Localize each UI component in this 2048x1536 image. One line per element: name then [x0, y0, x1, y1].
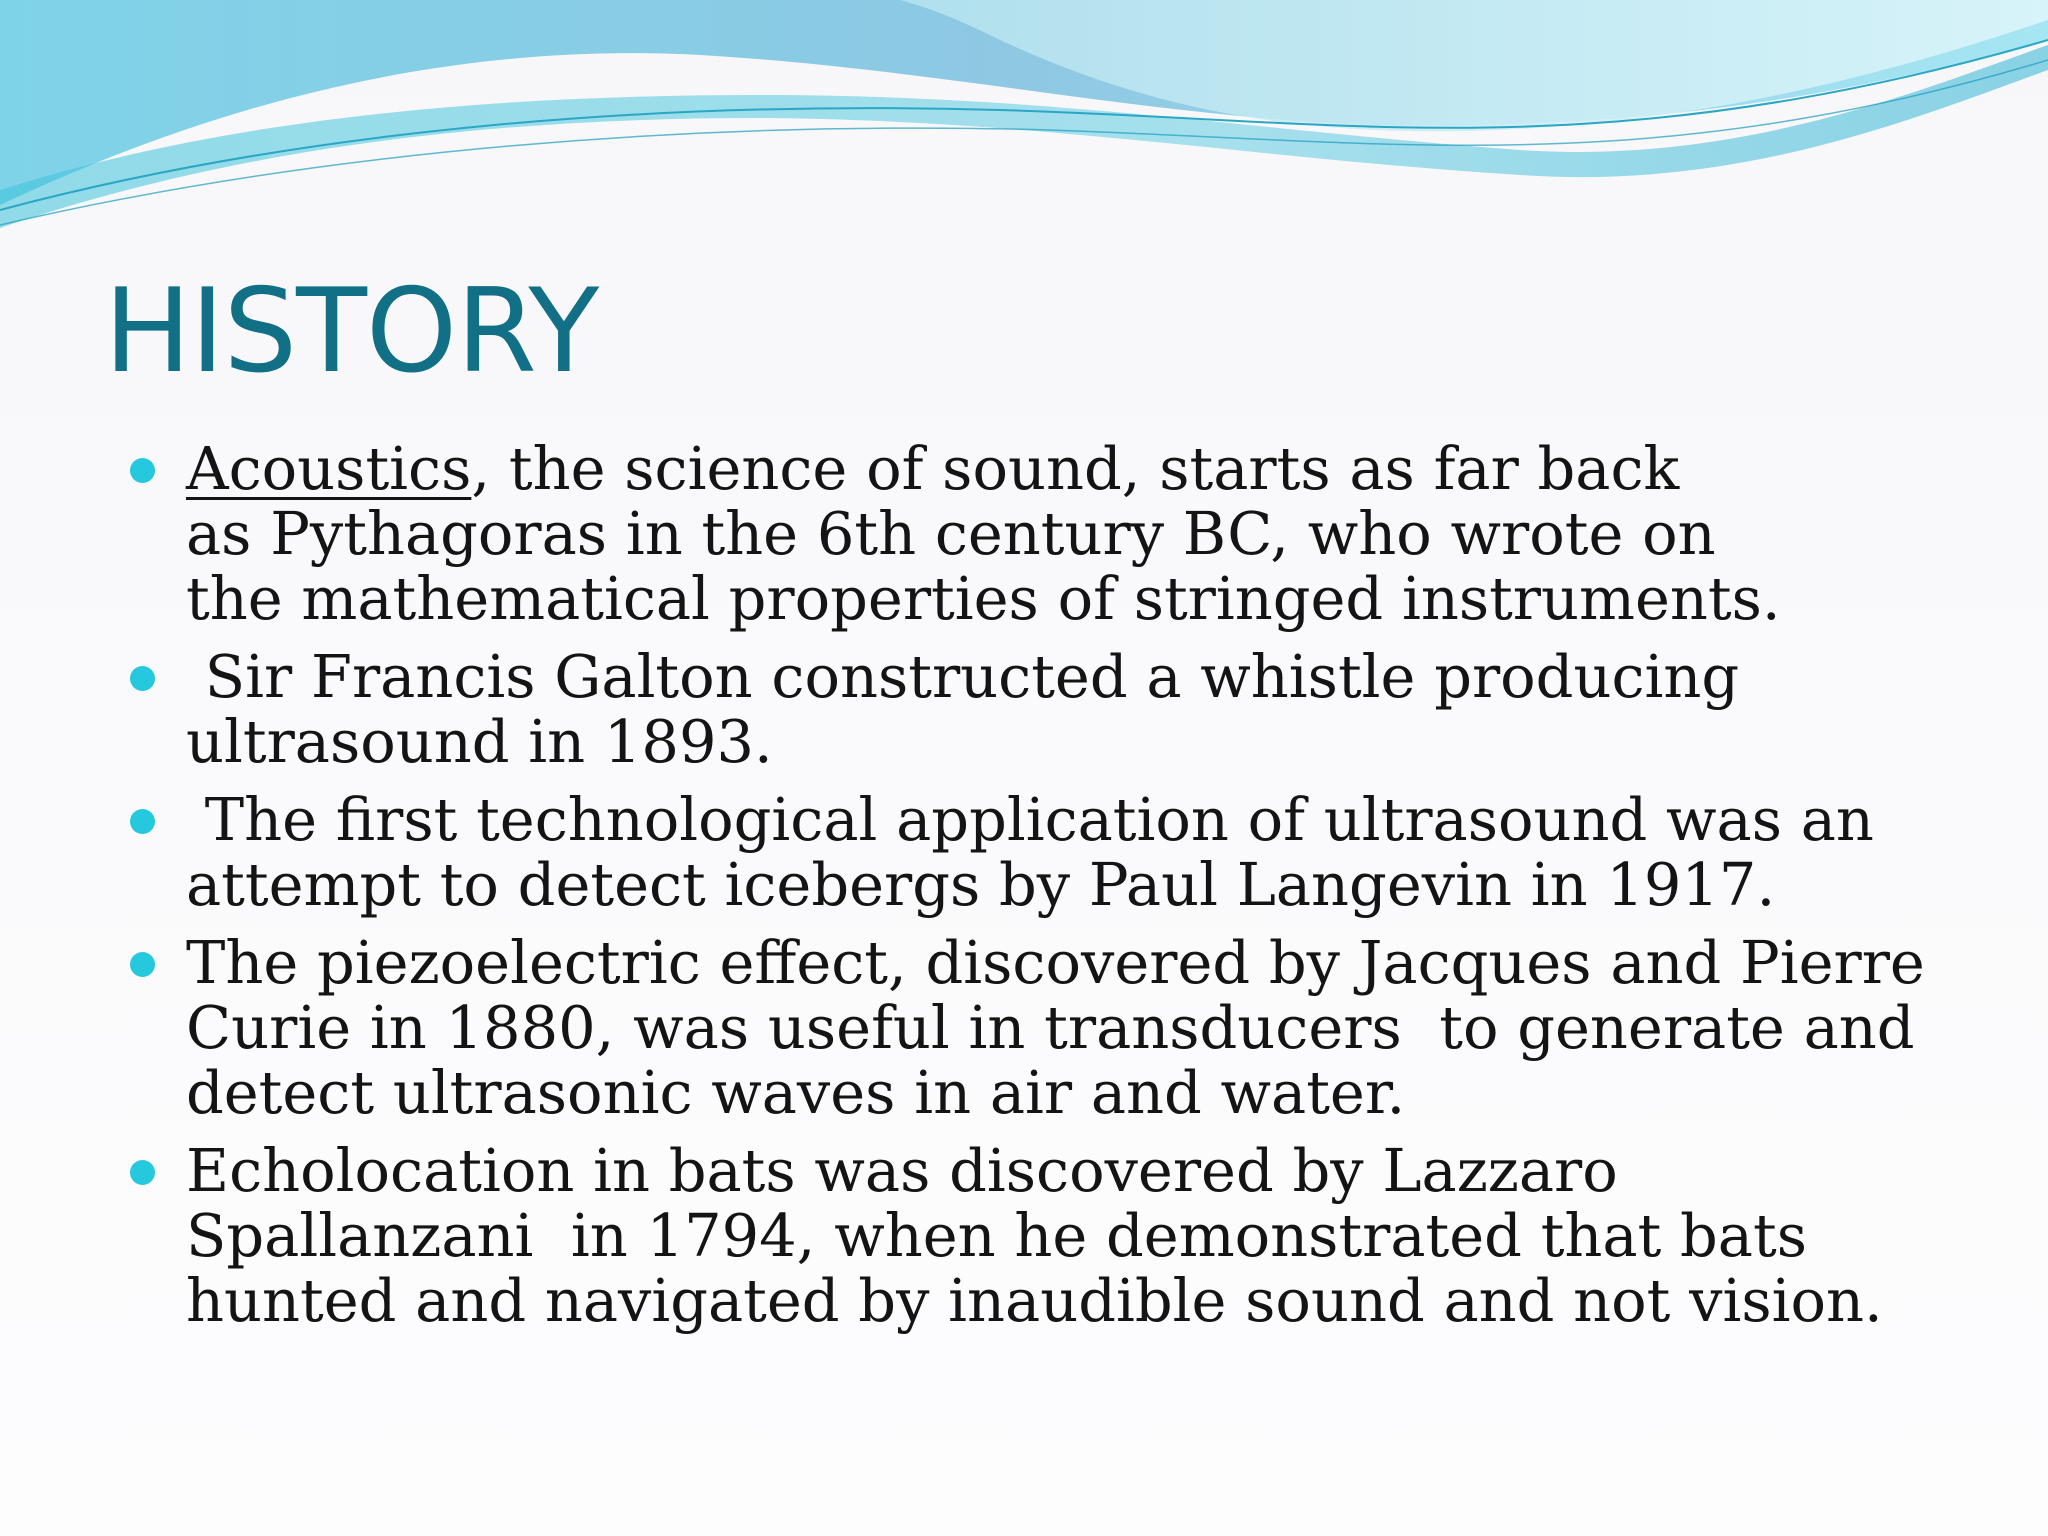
bullet-dot-icon: [130, 458, 155, 483]
bullet-line: as Pythagoras in the 6th century BC, who wrote on: [186, 499, 1716, 568]
bullet-dot-icon: [130, 952, 155, 977]
bullet-line: Echolocation in bats was discovered by Lazzaro: [186, 1136, 1618, 1205]
bullet-line: The first technological application of ultrasound was an: [186, 785, 1874, 854]
bullet-item-piezoelectric: [126, 930, 1946, 1125]
bullet-line: Acoustics, the science of sound, starts as far back: [186, 434, 1680, 503]
bullet-line: The piezoelectric effect, discovered by Jacques and Pierre: [186, 928, 1925, 997]
bullet-line: Sir Francis Galton constructed a whistle producing: [186, 642, 1740, 711]
bullet-line: the mathematical properties of stringed instruments.: [186, 564, 1781, 633]
bullet-dot-icon: [130, 666, 155, 691]
bullet-item-langevin: [126, 787, 1946, 917]
acoustics-link[interactable]: Acoustics: [186, 434, 472, 503]
bullet-item-echolocation: [126, 1138, 1946, 1333]
slide-title: HISTORY: [104, 264, 599, 399]
bullet-line: Spallanzani in 1794, when he demonstrated that bats: [186, 1201, 1807, 1270]
bullet-line: ultrasound in 1893.: [186, 707, 773, 776]
bullet-dot-icon: [130, 809, 155, 834]
bullet-item-galton: [126, 644, 1946, 774]
bullet-line: attempt to detect icebergs by Paul Langevin in 1917.: [186, 850, 1776, 919]
bullet-line: detect ultrasonic waves in air and water.: [186, 1058, 1406, 1127]
bullet-item-acoustics: [126, 436, 1946, 631]
bullet-line: hunted and navigated by inaudible sound and not vision.: [186, 1266, 1883, 1335]
header-wave-decoration: [0, 0, 2048, 240]
bullet-dot-icon: [130, 1160, 155, 1185]
bullet-list: [126, 436, 1946, 1346]
bullet-line: Curie in 1880, was useful in transducers to generate and: [186, 993, 1915, 1062]
